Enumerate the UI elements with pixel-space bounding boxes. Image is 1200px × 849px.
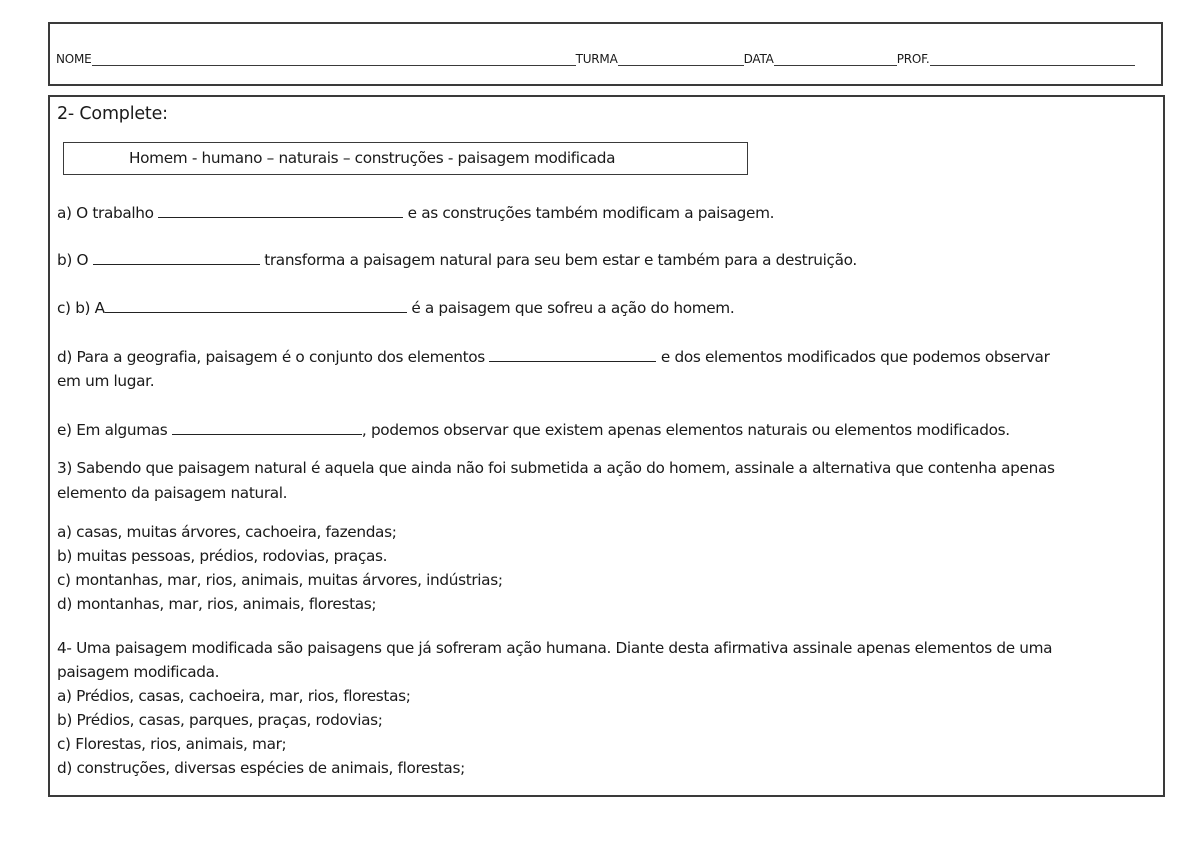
item-2d-continuation: em um lugar. bbox=[57, 372, 155, 390]
item-2a-text-after: e as construções também modificam a paisagem. bbox=[407, 204, 775, 222]
blank-2b[interactable] bbox=[93, 250, 260, 265]
item-2d bbox=[57, 347, 1050, 366]
prof-field[interactable] bbox=[930, 53, 1135, 66]
option-3b[interactable]: b) muitas pessoas, prédios, rodovias, praças. bbox=[57, 547, 388, 565]
question-3-line2: elemento da paisagem natural. bbox=[57, 484, 288, 502]
item-2b-text-before: b) O bbox=[57, 251, 89, 269]
question-3-line1: 3) Sabendo que paisagem natural é aquela que ainda não foi submetida a ação do homem, assinale a alternativa que contenha apenas bbox=[57, 459, 1055, 477]
item-2c-text-before: c) b) A bbox=[57, 299, 105, 317]
word-bank-box bbox=[63, 142, 748, 175]
option-3d[interactable]: d) montanhas, mar, rios, animais, florestas; bbox=[57, 595, 377, 613]
word-bank: Homem - humano – naturais – construções - paisagem modificada bbox=[129, 149, 616, 167]
item-2b-text-after: transforma a paisagem natural para seu bem estar e também para a destruição. bbox=[264, 251, 857, 269]
option-3a[interactable]: a) casas, muitas árvores, cachoeira, fazendas; bbox=[57, 523, 397, 541]
item-2e bbox=[57, 420, 1010, 439]
question-2-title: 2- Complete: bbox=[57, 104, 168, 124]
blank-2d[interactable] bbox=[489, 347, 656, 362]
exercise-box bbox=[48, 95, 1165, 797]
nome-label: NOME bbox=[56, 52, 92, 66]
student-info-row bbox=[56, 52, 1135, 66]
option-4d[interactable]: d) construções, diversas espécies de animais, florestas; bbox=[57, 759, 465, 777]
nome-field[interactable] bbox=[92, 53, 576, 66]
data-field[interactable] bbox=[774, 53, 897, 66]
item-2a-text-before: a) O trabalho bbox=[57, 204, 154, 222]
item-2a bbox=[57, 203, 774, 222]
item-2c bbox=[57, 298, 734, 317]
question-4-line2: paisagem modificada. bbox=[57, 663, 220, 681]
option-3c[interactable]: c) montanhas, mar, rios, animais, muitas árvores, indústrias; bbox=[57, 571, 503, 589]
header-box bbox=[48, 22, 1163, 86]
blank-2a[interactable] bbox=[158, 203, 403, 218]
option-4b[interactable]: b) Prédios, casas, parques, praças, rodovias; bbox=[57, 711, 383, 729]
question-4-line1: 4- Uma paisagem modificada são paisagens que já sofreram ação humana. Diante desta afirmativa assinale apenas elementos de uma bbox=[57, 639, 1053, 657]
option-4c[interactable]: c) Florestas, rios, animais, mar; bbox=[57, 735, 287, 753]
item-2d-text-after: e dos elementos modificados que podemos observar bbox=[660, 348, 1050, 366]
item-2e-text-before: e) Em algumas bbox=[57, 421, 168, 439]
item-2b bbox=[57, 250, 857, 269]
data-label: DATA bbox=[743, 52, 774, 66]
blank-2e[interactable] bbox=[172, 420, 362, 435]
option-4a[interactable]: a) Prédios, casas, cachoeira, mar, rios, florestas; bbox=[57, 687, 411, 705]
item-2d-text-before: d) Para a geografia, paisagem é o conjunto dos elementos bbox=[57, 348, 485, 366]
blank-2c[interactable] bbox=[105, 298, 407, 313]
prof-label: PROF. bbox=[896, 52, 930, 66]
turma-field[interactable] bbox=[618, 53, 744, 66]
turma-label: TURMA bbox=[575, 52, 618, 66]
item-2e-text-after: , podemos observar que existem apenas elementos naturais ou elementos modificados. bbox=[361, 421, 1010, 439]
item-2c-text-after: é a paisagem que sofreu a ação do homem. bbox=[411, 299, 735, 317]
